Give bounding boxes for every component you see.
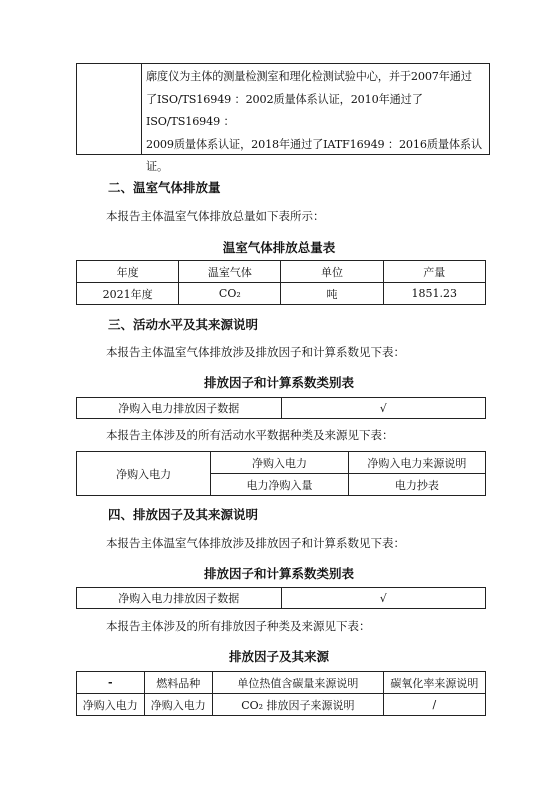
table-cell: 净购入电力	[144, 694, 213, 716]
table-cell: √	[281, 398, 486, 419]
section4-table-title: 排放因子和计算系数类别表	[203, 566, 354, 581]
table-cell: 净购入电力	[211, 452, 348, 474]
table-cell: 净购入电力排放因子数据	[77, 588, 282, 609]
section4-paragraph-2: 本报告主体涉及的所有排放因子种类及来源见下表：	[106, 619, 371, 633]
section4-paragraph-1: 本报告主体温室气体排放涉及排放因子和计算系数见下表：	[106, 536, 405, 550]
section2-paragraph: 本报告主体温室气体排放总量如下表所示：	[106, 209, 325, 223]
section3-factor-table	[76, 397, 486, 419]
intro-line: 廓度仪为主体的测量检测室和理化检测试验中心，并于2007年通过	[146, 70, 472, 83]
table-cell: CO₂ 排放因子来源说明	[213, 694, 384, 716]
table-cell: /	[383, 694, 485, 716]
intro-text	[146, 66, 492, 179]
table-header: 燃料品种	[144, 672, 213, 694]
table-cell: 2021年度	[77, 283, 179, 305]
intro-line: 2009质量体系认证，2018年通过了IATF16949 ：2016质量体系认证。	[146, 137, 483, 174]
section4-heading: 四、排放因子及其来源说明	[108, 507, 259, 522]
table-header: 单位热值含碳量来源说明	[213, 672, 384, 694]
table-cell: 净购入电力来源说明	[348, 452, 485, 474]
section3-table-title: 排放因子和计算系数类别表	[203, 375, 354, 390]
table-header: 温室气体	[179, 261, 281, 283]
table-header: 年度	[77, 261, 179, 283]
section4-factor-table	[76, 587, 486, 609]
emission-factor-source-table	[76, 671, 486, 716]
activity-data-table	[76, 451, 486, 496]
table-header: 单位	[281, 261, 383, 283]
table-cell: 电力抄表	[348, 474, 485, 496]
table-cell: 电力净购入量	[211, 474, 348, 496]
table-cell: 1851.23	[383, 283, 485, 305]
intro-line: 了ISO/TS16949 ：2002质量体系认证，2010年通过了ISO/TS16949 ：	[146, 92, 423, 129]
table-cell: 净购入电力排放因子数据	[77, 398, 282, 419]
section4-table2-title: 排放因子及其来源	[228, 649, 329, 664]
table-cell: CO₂	[179, 283, 281, 305]
section3-paragraph-1: 本报告主体温室气体排放涉及排放因子和计算系数见下表：	[106, 345, 405, 359]
intro-table-left-cell	[76, 63, 142, 155]
section2-table-title: 温室气体排放总量表	[222, 240, 336, 255]
table-cell: 吨	[281, 283, 383, 305]
table-header: 碳氧化率来源说明	[383, 672, 485, 694]
section3-paragraph-2: 本报告主体涉及的所有活动水平数据种类及来源见下表：	[106, 428, 394, 442]
table-cell: √	[281, 588, 486, 609]
table-header: -	[77, 672, 145, 694]
table-header: 产量	[383, 261, 485, 283]
section3-heading: 三、活动水平及其来源说明	[108, 317, 259, 332]
section2-heading: 二、温室气体排放量	[108, 180, 221, 195]
table-cell: 净购入电力	[77, 694, 145, 716]
table-cell: 净购入电力	[77, 452, 211, 496]
ghg-total-table	[76, 260, 486, 305]
